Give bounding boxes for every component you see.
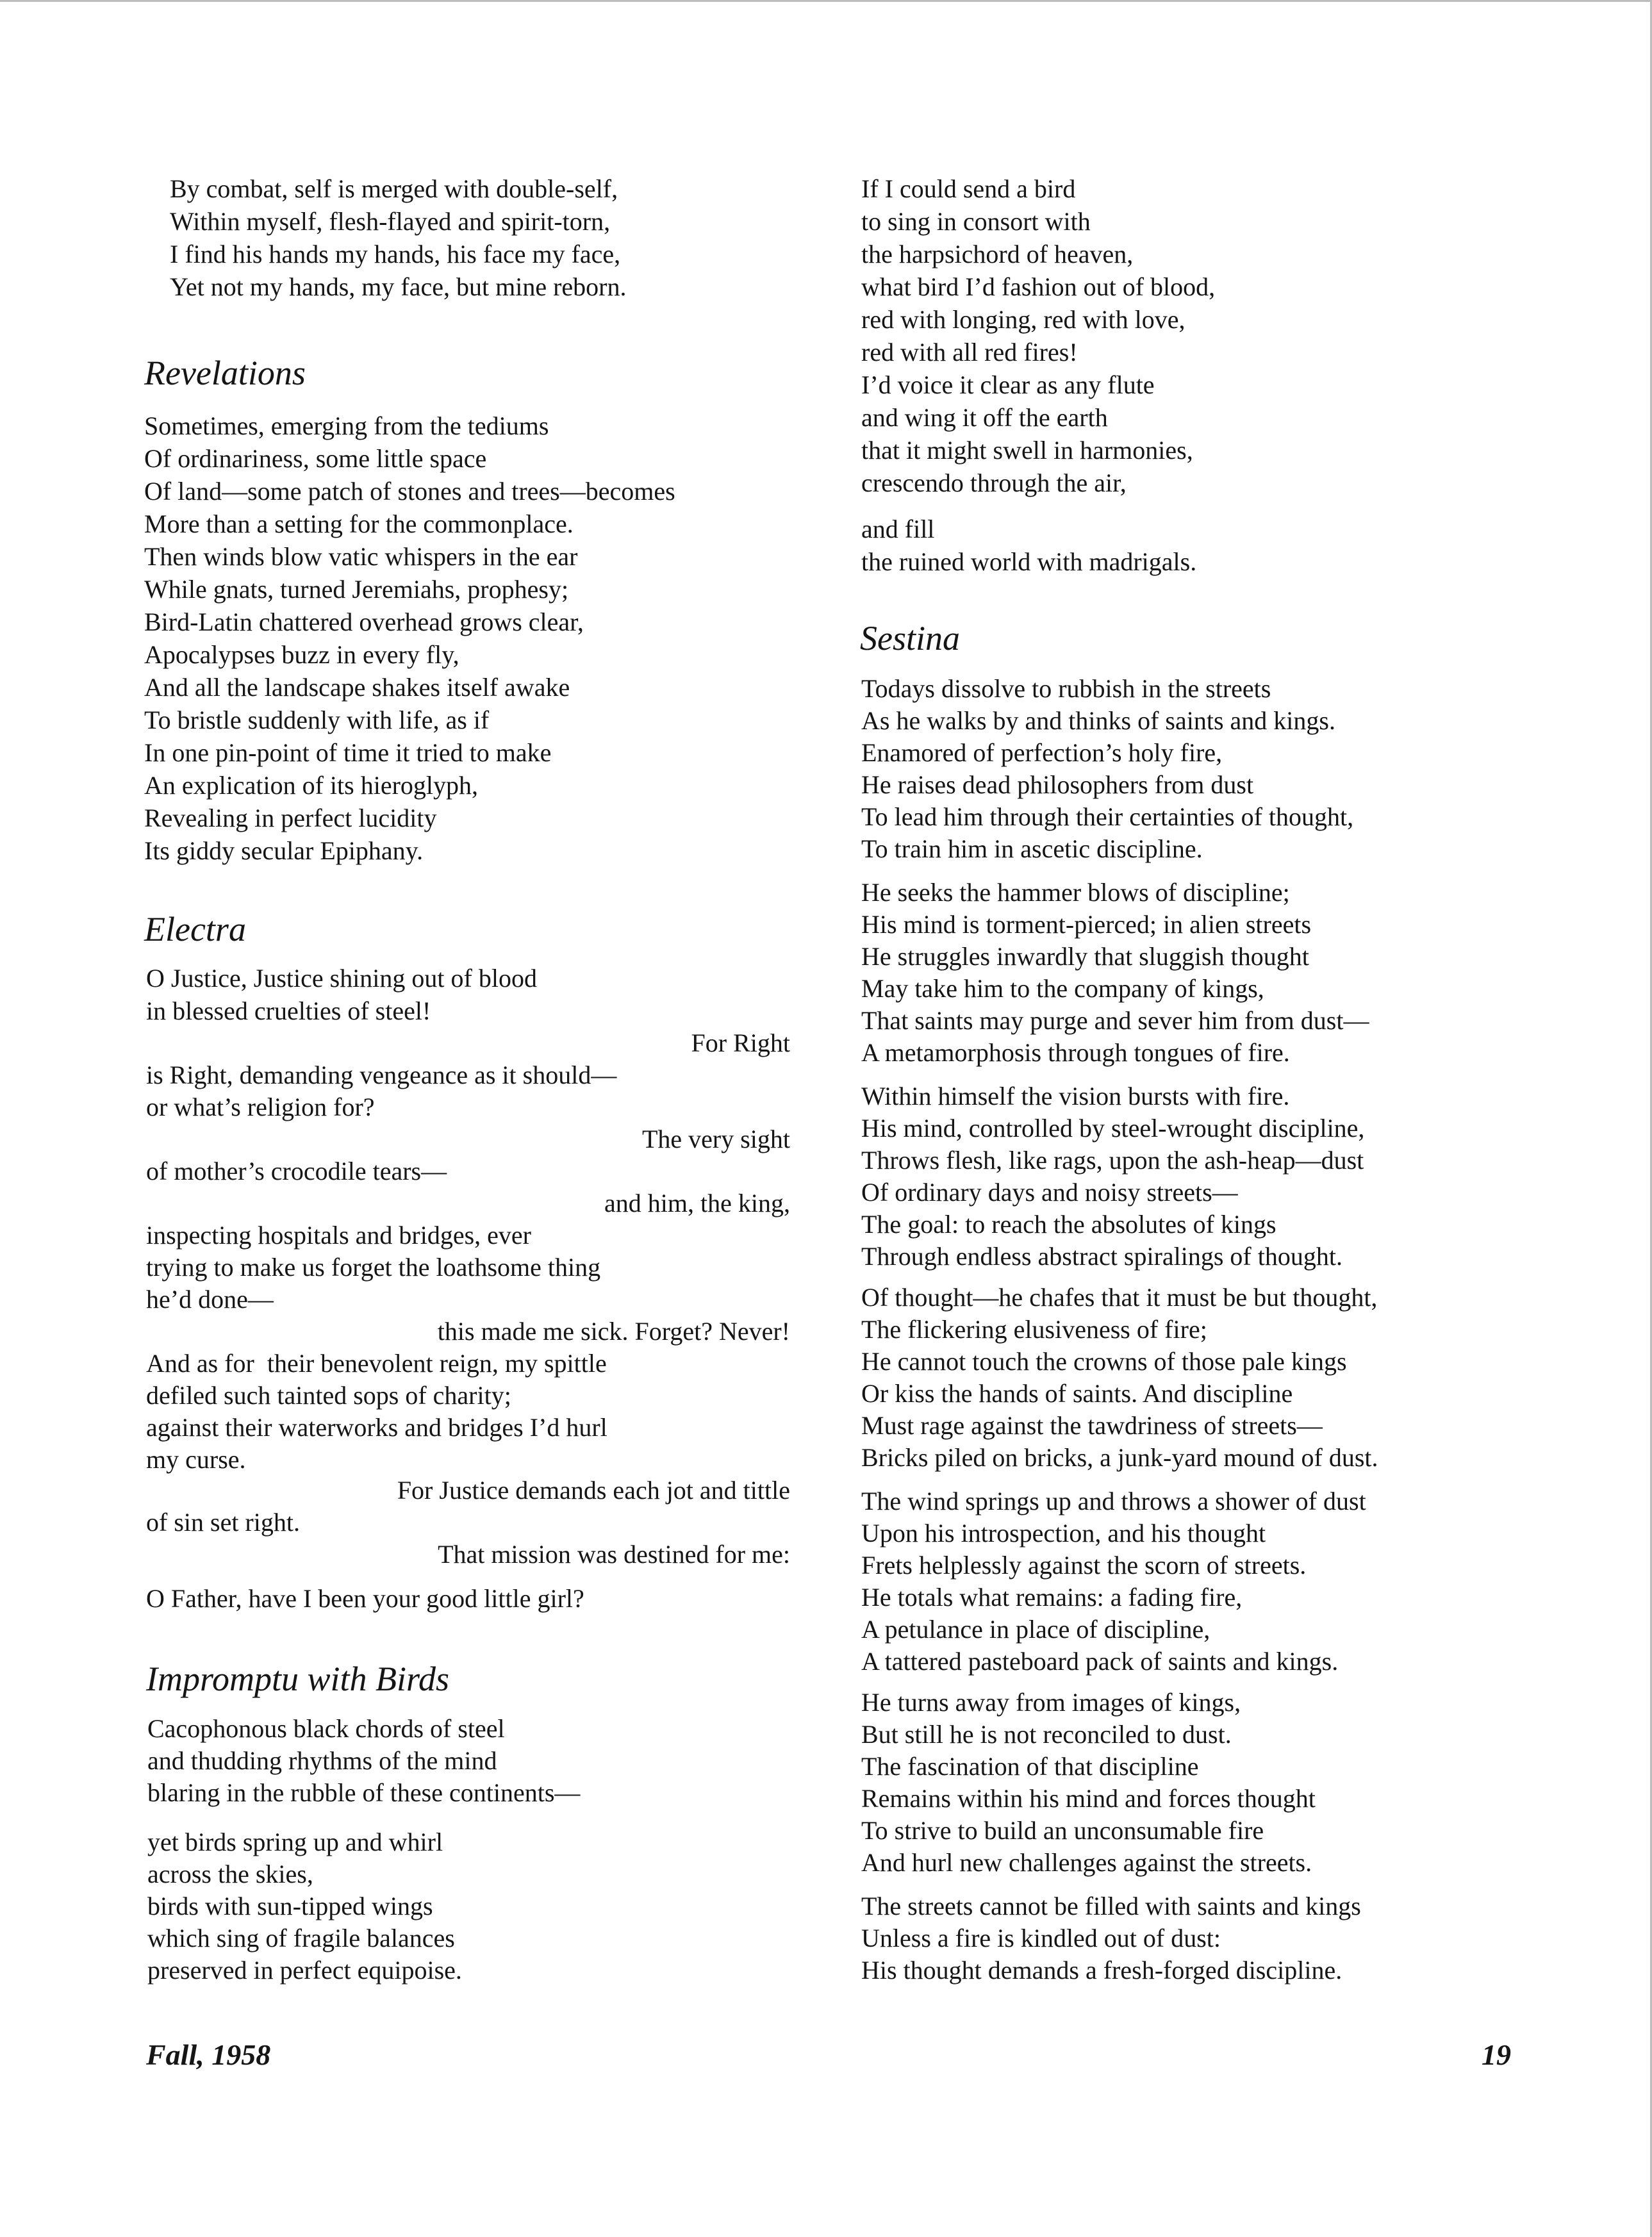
poem-line: red with all red fires! (861, 338, 1078, 367)
poem-line: the harpsichord of heaven, (861, 240, 1134, 268)
poem-title-sestina: Sestina (860, 619, 960, 657)
poem-line: But still he is not reconciled to dust. (861, 1720, 1232, 1749)
poem-line: As he walks by and thinks of saints and kings. (861, 706, 1335, 735)
poem-line: He totals what remains: a fading fire, (861, 1583, 1243, 1612)
poem-line: He raises dead philosophers from dust (861, 770, 1254, 799)
poem-line: The goal: to reach the absolutes of kings (861, 1210, 1276, 1239)
poem-line: preserved in perfect equipoise. (147, 1956, 462, 1985)
poem-line: and wing it off the earth (861, 403, 1108, 432)
poem-line: trying to make us forget the loathsome thing (146, 1253, 601, 1282)
poem-line: Through endless abstract spiralings of thought. (861, 1242, 1342, 1271)
poem-line: crescendo through the air, (861, 468, 1127, 497)
poem-line: my curse. (146, 1445, 246, 1474)
poem-line: Of land—some patch of stones and trees—becomes (144, 477, 675, 506)
poem-line: across the skies, (147, 1860, 313, 1888)
poem-line: Todays dissolve to rubbish in the streets (861, 674, 1271, 703)
poem-line: More than a setting for the commonplace. (144, 509, 574, 538)
poem-line: The wind springs up and throws a shower of dust (861, 1487, 1366, 1515)
poem-line: Of ordinariness, some little space (144, 444, 487, 473)
poem-line: Unless a fire is kindled out of dust: (861, 1924, 1221, 1952)
poem-line: May take him to the company of kings, (861, 974, 1264, 1003)
poem-line: Of thought—he chafes that it must be but thought, (861, 1283, 1378, 1312)
poem-line: Its giddy secular Epiphany. (144, 836, 424, 865)
poem-line: For Justice demands each jot and tittle (397, 1476, 790, 1505)
poem-line: By combat, self is merged with double-self, (170, 174, 618, 203)
poem-title-electra: Electra (144, 910, 246, 948)
poem-line: In one pin-point of time it tried to make (144, 738, 552, 767)
poem-line: in blessed cruelties of steel! (146, 996, 431, 1025)
poem-line: Within myself, flesh-flayed and spirit-torn, (170, 207, 611, 236)
poem-line: this made me sick. Forget? Never! (437, 1317, 790, 1346)
poem-line: For Right (691, 1028, 790, 1057)
footer-issue-date: Fall, 1958 (146, 2038, 271, 2071)
poem-line: and fill (861, 515, 935, 543)
poem-line: Frets helplessly against the scorn of streets. (861, 1551, 1307, 1580)
poem-line: He seeks the hammer blows of discipline; (861, 878, 1290, 907)
poem-line: Or kiss the hands of saints. And discipline (861, 1379, 1293, 1408)
poem-line: To bristle suddenly with life, as if (144, 706, 490, 734)
poem-line: of sin set right. (146, 1508, 300, 1537)
poem-line: His mind is torment-pierced; in alien streets (861, 910, 1312, 939)
poem-line: Revealing in perfect lucidity (144, 804, 437, 832)
poem-line: He turns away from images of kings, (861, 1688, 1241, 1717)
poem-line: the ruined world with madrigals. (861, 547, 1197, 576)
poem-line: Enamored of perfection’s holy fire, (861, 738, 1223, 767)
poem-line: He cannot touch the crowns of those pale kings (861, 1347, 1347, 1376)
poem-line: And as for their benevolent reign, my spittle (146, 1349, 607, 1378)
poem-line: and thudding rhythms of the mind (147, 1746, 497, 1775)
page-number: 19 (1482, 2038, 1511, 2071)
poem-line: The fascination of that discipline (861, 1752, 1199, 1781)
poem-line: I’d voice it clear as any flute (861, 370, 1155, 399)
poem-line: against their waterworks and bridges I’d hurl (146, 1413, 607, 1442)
poem-line: of mother’s crocodile tears— (146, 1157, 447, 1185)
poem-line: I find his hands my hands, his face my face, (170, 240, 621, 268)
poem-line: Bricks piled on bricks, a junk-yard mound of dust. (861, 1443, 1378, 1472)
poem-line: Of ordinary days and noisy streets— (861, 1178, 1238, 1207)
poem-line: If I could send a bird (861, 174, 1076, 203)
poem-line: Apocalypses buzz in every fly, (144, 640, 459, 669)
poem-line: The flickering elusiveness of fire; (861, 1315, 1207, 1344)
poem-line: he’d done— (146, 1285, 274, 1314)
poem-line: To lead him through their certainties of thought, (861, 802, 1354, 831)
poem-line: Upon his introspection, and his thought (861, 1519, 1266, 1548)
poem-line: A petulance in place of discipline, (861, 1615, 1210, 1644)
poem-line: O Father, have I been your good little girl? (146, 1584, 584, 1613)
poem-line: defiled such tainted sops of charity; (146, 1381, 511, 1410)
poem-line: An explication of its hieroglyph, (144, 771, 479, 800)
poem-line: Yet not my hands, my face, but mine reborn. (170, 272, 627, 301)
poem-line: birds with sun-tipped wings (147, 1892, 433, 1920)
poem-line: Must rage against the tawdriness of streets— (861, 1411, 1323, 1440)
poem-line: He struggles inwardly that sluggish thought (861, 942, 1309, 971)
poem-line: Throws flesh, like rags, upon the ash-heap—dust (861, 1146, 1364, 1175)
poem-line: Sometimes, emerging from the tediums (144, 411, 549, 440)
poem-line: Then winds blow vatic whispers in the ear (144, 542, 578, 571)
poem-line: While gnats, turned Jeremiahs, prophesy; (144, 575, 569, 604)
poem-line: The very sight (641, 1125, 790, 1153)
poem-title-impromptu: Impromptu with Birds (146, 1660, 450, 1698)
poem-line: Cacophonous black chords of steel (147, 1714, 505, 1743)
poem-title-revelations: Revelations (144, 354, 306, 392)
poem-line: A metamorphosis through tongues of fire. (861, 1038, 1290, 1067)
poem-line: and him, the king, (604, 1189, 790, 1218)
poem-line: red with longing, red with love, (861, 305, 1185, 334)
poem-line: A tattered pasteboard pack of saints and kings. (861, 1647, 1339, 1676)
poem-line: The streets cannot be filled with saints and kings (861, 1892, 1361, 1920)
poem-line: what bird I’d fashion out of blood, (861, 272, 1216, 301)
poem-line: Remains within his mind and forces thought (861, 1784, 1316, 1813)
poem-line: which sing of fragile balances (147, 1924, 455, 1952)
poem-line: That mission was destined for me: (438, 1540, 790, 1569)
poem-line: Bird-Latin chattered overhead grows clear, (144, 607, 584, 636)
poem-line: To strive to build an unconsumable fire (861, 1816, 1264, 1845)
scan-edge-top (0, 0, 1652, 2)
poem-line: To train him in ascetic discipline. (861, 834, 1203, 863)
poem-line: His thought demands a fresh-forged discipline. (861, 1956, 1342, 1985)
poem-line: yet birds spring up and whirl (147, 1828, 443, 1856)
poem-line: or what’s religion for? (146, 1093, 375, 1121)
poem-line: to sing in consort with (861, 207, 1091, 236)
poem-line: O Justice, Justice shining out of blood (146, 964, 537, 993)
poem-line: is Right, demanding vengeance as it should— (146, 1061, 617, 1089)
poem-line: inspecting hospitals and bridges, ever (146, 1221, 531, 1250)
poem-line: And all the landscape shakes itself awake (144, 673, 570, 702)
poem-line: His mind, controlled by steel-wrought discipline, (861, 1114, 1365, 1143)
poem-line: blaring in the rubble of these continents— (147, 1778, 581, 1807)
poem-line: that it might swell in harmonies, (861, 436, 1193, 465)
poem-line: That saints may purge and sever him from dust— (861, 1006, 1369, 1035)
poem-line: Within himself the vision bursts with fire. (861, 1082, 1290, 1110)
poem-line: And hurl new challenges against the streets. (861, 1848, 1312, 1877)
